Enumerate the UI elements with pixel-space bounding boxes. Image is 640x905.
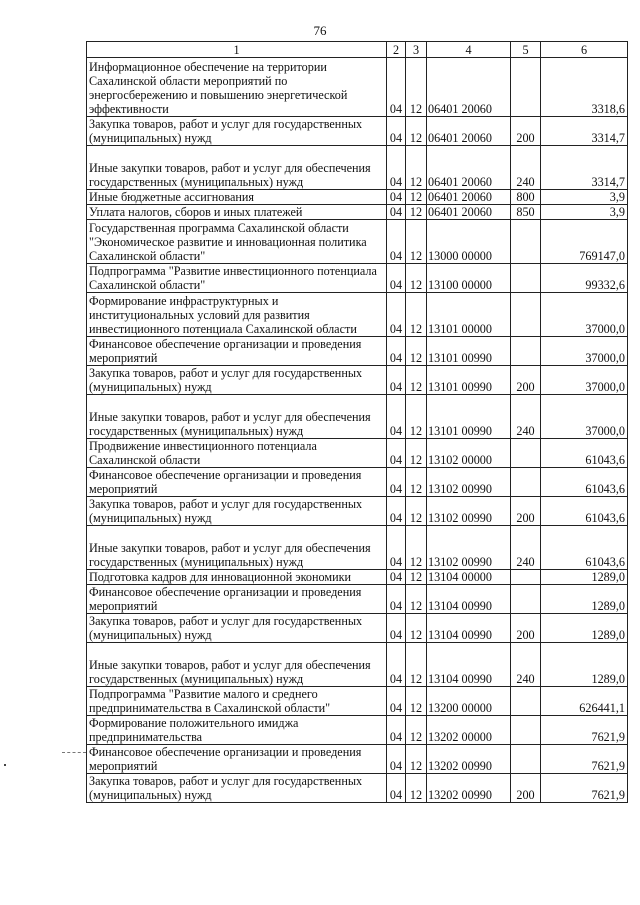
row-subsection: 12 [406, 205, 427, 220]
table-row [87, 146, 628, 190]
table-row [87, 614, 628, 643]
row-name: Информационное обеспечение на территории Сахалинской области мероприятий по энергосбережению и повышению энергетической эффективности [87, 58, 387, 117]
row-name: Уплата налогов, сборов и иных платежей [87, 205, 387, 220]
row-name: Подпрограмма "Развитие инвестиционного потенциала Сахалинской области" [87, 264, 387, 293]
row-section: 04 [387, 468, 406, 497]
row-amount: 61043,6 [541, 468, 628, 497]
table-row [87, 774, 628, 803]
row-name: Закупка товаров, работ и услуг для государственных (муниципальных) нужд [87, 366, 387, 395]
row-amount: 626441,1 [541, 687, 628, 716]
row-section: 04 [387, 745, 406, 774]
table-row [87, 395, 628, 439]
row-amount: 3,9 [541, 205, 628, 220]
row-subsection: 12 [406, 745, 427, 774]
row-target-article: 13102 00990 [427, 468, 511, 497]
row-target-article: 13202 00990 [427, 774, 511, 803]
row-name: Финансовое обеспечение организации и проведения мероприятий [87, 337, 387, 366]
row-subsection: 12 [406, 570, 427, 585]
row-subsection: 12 [406, 220, 427, 264]
row-section: 04 [387, 570, 406, 585]
row-name: Закупка товаров, работ и услуг для государственных (муниципальных) нужд [87, 614, 387, 643]
row-expense-type [511, 585, 541, 614]
row-target-article: 13101 00000 [427, 293, 511, 337]
row-name: Формирование инфраструктурных и институциональных условий для развития инвестиционного потенциала Сахалинской области [87, 293, 387, 337]
row-target-article: 13102 00990 [427, 526, 511, 570]
row-section: 04 [387, 337, 406, 366]
row-section: 04 [387, 716, 406, 745]
row-expense-type [511, 570, 541, 585]
row-amount: 61043,6 [541, 439, 628, 468]
row-expense-type [511, 468, 541, 497]
row-amount: 7621,9 [541, 716, 628, 745]
row-target-article: 13101 00990 [427, 337, 511, 366]
row-amount: 3314,7 [541, 117, 628, 146]
row-name: Подпрограмма "Развитие малого и среднего предпринимательства в Сахалинской области" [87, 687, 387, 716]
row-target-article: 13104 00990 [427, 643, 511, 687]
row-subsection: 12 [406, 439, 427, 468]
row-expense-type: 240 [511, 395, 541, 439]
row-amount: 61043,6 [541, 526, 628, 570]
row-name: Иные закупки товаров, работ и услуг для обеспечения государственных (муниципальных) нужд [87, 643, 387, 687]
row-amount: 37000,0 [541, 293, 628, 337]
row-section: 04 [387, 146, 406, 190]
row-name: Подготовка кадров для инновационной экономики [87, 570, 387, 585]
table-row [87, 293, 628, 337]
row-expense-type: 200 [511, 117, 541, 146]
row-target-article: 13100 00000 [427, 264, 511, 293]
column-header-amount: 6 [541, 42, 628, 58]
row-expense-type: 200 [511, 366, 541, 395]
row-subsection: 12 [406, 337, 427, 366]
table-row [87, 337, 628, 366]
row-subsection: 12 [406, 264, 427, 293]
row-target-article: 13101 00990 [427, 366, 511, 395]
row-expense-type [511, 439, 541, 468]
row-expense-type [511, 264, 541, 293]
row-expense-type: 240 [511, 526, 541, 570]
table-row [87, 687, 628, 716]
row-amount: 1289,0 [541, 570, 628, 585]
row-section: 04 [387, 614, 406, 643]
row-expense-type [511, 337, 541, 366]
row-name: Иные бюджетные ассигнования [87, 190, 387, 205]
row-name: Иные закупки товаров, работ и услуг для обеспечения государственных (муниципальных) нужд [87, 395, 387, 439]
column-header-expense-type: 5 [511, 42, 541, 58]
row-name: Иные закупки товаров, работ и услуг для обеспечения государственных (муниципальных) нужд [87, 526, 387, 570]
row-amount: 3314,7 [541, 146, 628, 190]
row-section: 04 [387, 58, 406, 117]
row-target-article: 13101 00990 [427, 395, 511, 439]
row-subsection: 12 [406, 497, 427, 526]
row-section: 04 [387, 205, 406, 220]
row-section: 04 [387, 585, 406, 614]
row-section: 04 [387, 687, 406, 716]
row-name: Финансовое обеспечение организации и проведения мероприятий [87, 585, 387, 614]
table-row [87, 58, 628, 117]
row-subsection: 12 [406, 774, 427, 803]
row-name: Закупка товаров, работ и услуг для государственных (муниципальных) нужд [87, 774, 387, 803]
row-amount: 61043,6 [541, 497, 628, 526]
row-amount: 7621,9 [541, 774, 628, 803]
row-expense-type [511, 293, 541, 337]
row-expense-type [511, 58, 541, 117]
row-expense-type [511, 745, 541, 774]
row-amount: 1289,0 [541, 585, 628, 614]
table-row [87, 366, 628, 395]
row-section: 04 [387, 643, 406, 687]
row-target-article: 06401 20060 [427, 190, 511, 205]
row-amount: 3318,6 [541, 58, 628, 117]
table-row [87, 117, 628, 146]
row-subsection: 12 [406, 687, 427, 716]
table-row [87, 570, 628, 585]
row-subsection: 12 [406, 117, 427, 146]
margin-mark [62, 752, 86, 753]
row-amount: 1289,0 [541, 643, 628, 687]
row-section: 04 [387, 497, 406, 526]
row-amount: 37000,0 [541, 366, 628, 395]
table-row [87, 190, 628, 205]
table-row [87, 585, 628, 614]
table-row [87, 745, 628, 774]
budget-table [86, 41, 628, 803]
page-number: 76 [313, 23, 327, 38]
row-subsection: 12 [406, 395, 427, 439]
row-amount: 3,9 [541, 190, 628, 205]
row-section: 04 [387, 117, 406, 146]
row-target-article: 13104 00990 [427, 585, 511, 614]
row-expense-type: 200 [511, 497, 541, 526]
row-subsection: 12 [406, 190, 427, 205]
row-target-article: 13102 00990 [427, 497, 511, 526]
row-subsection: 12 [406, 526, 427, 570]
row-amount: 99332,6 [541, 264, 628, 293]
row-subsection: 12 [406, 585, 427, 614]
table-row [87, 468, 628, 497]
row-target-article: 13104 00990 [427, 614, 511, 643]
row-expense-type: 850 [511, 205, 541, 220]
row-name: Финансовое обеспечение организации и проведения мероприятий [87, 468, 387, 497]
row-amount: 37000,0 [541, 395, 628, 439]
row-expense-type: 200 [511, 774, 541, 803]
row-name: Иные закупки товаров, работ и услуг для обеспечения государственных (муниципальных) нужд [87, 146, 387, 190]
column-header-section: 2 [387, 42, 406, 58]
row-expense-type: 200 [511, 614, 541, 643]
row-subsection: 12 [406, 293, 427, 337]
row-name: Закупка товаров, работ и услуг для государственных (муниципальных) нужд [87, 497, 387, 526]
table-header [87, 42, 628, 58]
table-row [87, 205, 628, 220]
table-row [87, 526, 628, 570]
row-section: 04 [387, 293, 406, 337]
row-expense-type [511, 220, 541, 264]
row-target-article: 06401 20060 [427, 117, 511, 146]
row-section: 04 [387, 526, 406, 570]
row-target-article: 06401 20060 [427, 146, 511, 190]
row-expense-type: 240 [511, 146, 541, 190]
row-subsection: 12 [406, 614, 427, 643]
table-row [87, 439, 628, 468]
row-section: 04 [387, 439, 406, 468]
row-expense-type [511, 716, 541, 745]
column-header-subsection: 3 [406, 42, 427, 58]
row-name: Финансовое обеспечение организации и проведения мероприятий [87, 745, 387, 774]
row-name: Государственная программа Сахалинской области "Экономическое развитие и инновационная политика Сахалинской области" [87, 220, 387, 264]
row-section: 04 [387, 264, 406, 293]
row-amount: 1289,0 [541, 614, 628, 643]
row-section: 04 [387, 190, 406, 205]
row-target-article: 13104 00000 [427, 570, 511, 585]
row-subsection: 12 [406, 58, 427, 117]
row-target-article: 13202 00990 [427, 745, 511, 774]
row-subsection: 12 [406, 468, 427, 497]
row-target-article: 13202 00000 [427, 716, 511, 745]
table-row [87, 716, 628, 745]
row-section: 04 [387, 366, 406, 395]
row-subsection: 12 [406, 716, 427, 745]
table-row [87, 497, 628, 526]
row-amount: 7621,9 [541, 745, 628, 774]
row-section: 04 [387, 395, 406, 439]
table-row [87, 264, 628, 293]
table-row [87, 643, 628, 687]
row-target-article: 13102 00000 [427, 439, 511, 468]
row-section: 04 [387, 220, 406, 264]
row-target-article: 13200 00000 [427, 687, 511, 716]
row-name: Формирование положительного имиджа предпринимательства [87, 716, 387, 745]
row-subsection: 12 [406, 366, 427, 395]
row-expense-type [511, 687, 541, 716]
row-expense-type: 800 [511, 190, 541, 205]
row-subsection: 12 [406, 146, 427, 190]
row-expense-type: 240 [511, 643, 541, 687]
row-name: Закупка товаров, работ и услуг для государственных (муниципальных) нужд [87, 117, 387, 146]
row-amount: 37000,0 [541, 337, 628, 366]
header-row [87, 42, 628, 58]
row-subsection: 12 [406, 643, 427, 687]
row-target-article: 06401 20060 [427, 205, 511, 220]
row-name: Продвижение инвестиционного потенциала Сахалинской области [87, 439, 387, 468]
margin-dot [4, 764, 6, 766]
table-row [87, 220, 628, 264]
row-target-article: 06401 20060 [427, 58, 511, 117]
row-section: 04 [387, 774, 406, 803]
row-amount: 769147,0 [541, 220, 628, 264]
column-header-target-article: 4 [427, 42, 511, 58]
row-target-article: 13000 00000 [427, 220, 511, 264]
table-body [87, 58, 628, 803]
column-header-name: 1 [87, 42, 387, 58]
